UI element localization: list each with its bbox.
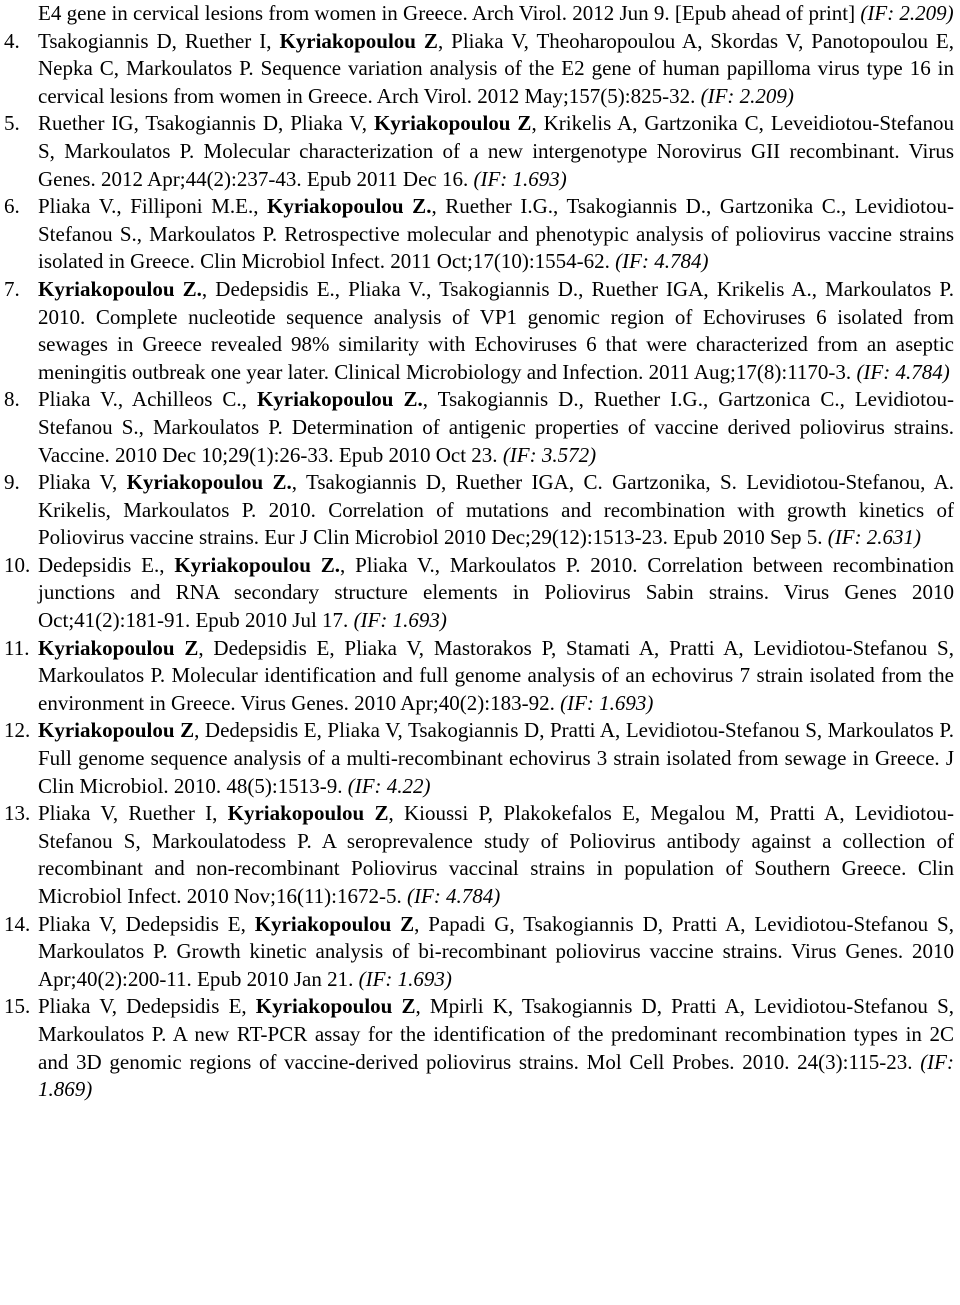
reference-item bbox=[4, 193, 954, 276]
reference-details: , Tsakogiannis D., Ruether I.G., Gartzonica C., Levidiotou-Stefanou S., Markoulatos P. Determination of antigenic properties of vaccine derived poliovirus strains. Vaccine. 2010 Dec 10;29(1):26-33. Epub 2010 Oct 23. bbox=[38, 387, 954, 467]
reference-authors-before: Pliaka V., Filliponi M.E., bbox=[38, 194, 268, 219]
reference-number: 12. bbox=[4, 718, 31, 743]
reference-details: , Dedepsidis E, Pliaka V, Tsakogiannis D, Pratti A, Levidiotou-Stefanou S, Markoulatos P. Full genome sequence analysis of a multi-recombinant echovirus 3 strain isolated from sewage in Greece. J Clin Microbiol. 2010. 48(5):1513-9. bbox=[38, 718, 954, 798]
reference-authors-before: Pliaka V., Achilleos C., bbox=[38, 387, 257, 412]
reference-number: 14. bbox=[4, 911, 31, 936]
reference-item bbox=[4, 635, 954, 718]
impact-factor: (IF: 1.693) bbox=[560, 690, 654, 715]
reference-details: , Dedepsidis E., Pliaka V., Tsakogiannis D., Ruether IGA, Krikelis A., Markoulatos P. 2010. Complete nucleotide sequence analysis of VP1 genomic region of Echoviruses 6 isolated from sewages in Greece revealed 98% similarity with Echoviruses 6 that were characterized from an aseptic meningitis outbreak one year later. Clinical Microbiology and Infection. 2011 Aug;17(8):1170-3. bbox=[38, 276, 954, 384]
reference-details: , Papadi G, Tsakogiannis D, Pratti A, Levidiotou-Stefanou S, Markoulatos P. Growth kinetic analysis of bi-recombinant poliovirus vaccine strains. Virus Genes. 2010 Apr;40(2):200-11. Epub 2010 Jan 21. bbox=[38, 911, 954, 991]
impact-factor: (IF: 1.869) bbox=[38, 1049, 954, 1102]
reference-number: 8. bbox=[4, 387, 20, 412]
impact-factor: (IF: 1.693) bbox=[473, 166, 567, 191]
highlighted-author: Kyriakopoulou Z. bbox=[256, 387, 423, 412]
impact-factor: (IF: 4.784) bbox=[856, 359, 950, 384]
reference-text: E4 gene in cervical lesions from women in Greece. Arch Virol. 2012 Jun 9. [Epub ahead of print] bbox=[38, 1, 856, 25]
reference-details: , Krikelis A, Gartzonika C, Leveidiotou-Stefanou S, Markoulatos P. Molecular characterization of a new intergenotype Norovirus GII recombinant. Virus Genes. 2012 Apr;44(2):237-43. Epub 2011 Dec 16. bbox=[38, 111, 954, 191]
reference-number: 7. bbox=[4, 276, 20, 301]
reference-details: , Dedepsidis E, Pliaka V, Mastorakos P, Stamati A, Pratti A, Levidiotou-Stefanou S, Markoulatos P. Molecular identification and full genome analysis of an echovirus 7 strain isolated from the environment in Greece. Virus Genes. 2010 Apr;40(2):183-92. bbox=[38, 635, 954, 715]
reference-authors-before: Pliaka V, Dedepsidis E, bbox=[38, 911, 255, 936]
highlighted-author: Kyriakopoulou Z. bbox=[38, 276, 202, 301]
reference-item bbox=[4, 110, 954, 193]
impact-factor: (IF: 4.22) bbox=[347, 773, 431, 798]
reference-details: , Kioussi P, Plakokefalos E, Megalou M, Pratti A, Levidiotou-Stefanou S, Markoulatodess P. A seroprevalence study of Poliovirus antibody against a collection of recombinant and non-recombinant Poliovirus vaccinal strains in population of Southern Greece. Clin Microbiol Infect. 2010 Nov;16(11):1672-5. bbox=[38, 801, 954, 908]
reference-item bbox=[4, 993, 954, 1103]
reference-authors-before: Tsakogiannis D, Ruether I, bbox=[38, 28, 280, 53]
impact-factor: (IF: 4.784) bbox=[615, 249, 709, 274]
reference-details: , Pliaka V., Markoulatos P. 2010. Correlation between recombination junctions and RNA secondary structure elements in Poliovirus Sabin strains. Virus Genes 2010 Oct;41(2):181-91. Epub 2010 Jul 17. bbox=[38, 552, 954, 633]
impact-factor: (IF: 1.693) bbox=[353, 608, 447, 633]
reference-number: 4. bbox=[4, 28, 20, 53]
highlighted-author: Kyriakopoulou Z bbox=[38, 635, 199, 660]
reference-item bbox=[4, 717, 954, 800]
highlighted-author: Kyriakopoulou Z bbox=[38, 718, 195, 743]
reference-number: 15. bbox=[4, 994, 31, 1019]
reference-details: , Mpirli K, Tsakogiannis D, Pratti A, Levidiotou-Stefanou S, Markoulatos P. A new RT-PCR assay for the identification of the predominant recombination types in 2C and 3D genomic regions of vaccine-derived poliovirus strains. Mol Cell Probes. 2010. 24(3):115-23. bbox=[38, 994, 954, 1074]
reference-authors-before: Pliaka V, Dedepsidis E, bbox=[38, 994, 256, 1019]
reference-details: , Pliaka V, Theoharopoulou A, Skordas V, Panotopoulou E, Nepka C, Markoulatos P. Sequence variation analysis of the E2 gene of human papilloma virus type 16 in cervical lesions from women in Greece. Arch Virol. 2012 May;157(5):825-32. bbox=[38, 28, 954, 108]
impact-factor: (IF: 2.631) bbox=[827, 525, 922, 550]
impact-factor: (IF: 3.572) bbox=[502, 442, 597, 467]
reference-number: 10. bbox=[4, 552, 31, 577]
impact-factor: (IF: 2.209) bbox=[700, 83, 794, 108]
reference-item bbox=[4, 911, 954, 994]
reference-item bbox=[4, 276, 954, 386]
reference-item bbox=[4, 469, 954, 552]
reference-item bbox=[4, 28, 954, 111]
reference-item bbox=[4, 800, 954, 910]
highlighted-author: Kyriakopoulou Z. bbox=[267, 194, 432, 219]
reference-number: 11. bbox=[4, 635, 30, 660]
reference-details: , Tsakogiannis D, Ruether IGA, C. Gartzonika, S. Levidiotou-Stefanou, A. Krikelis, Markoulatos P. 2010. Correlation of mutations and recombination with growth kinetics of Poliovirus vaccine strains. Eur J Clin Microbiol 2010 Dec;29(12):1513-23. Epub 2010 Sep 5. bbox=[38, 470, 954, 550]
reference-number: 6. bbox=[4, 194, 20, 219]
highlighted-author: Kyriakopoulou Z bbox=[255, 994, 416, 1019]
reference-authors-before: Pliaka V, bbox=[38, 470, 127, 495]
reference-list bbox=[4, 28, 954, 1104]
reference-item bbox=[4, 552, 954, 635]
reference-number: 13. bbox=[4, 801, 31, 826]
impact-factor: (IF: 2.209) bbox=[860, 1, 954, 25]
reference-number: 5. bbox=[4, 111, 20, 136]
highlighted-author: Kyriakopoulou Z. bbox=[126, 470, 292, 495]
highlighted-author: Kyriakopoulou Z bbox=[373, 111, 532, 136]
impact-factor: (IF: 4.784) bbox=[407, 884, 501, 908]
reference-details: , Ruether I.G., Tsakogiannis D., Gartzonika C., Levidiotou-Stefanou S., Markoulatos P. Retrospective molecular and phenotypic analysis of poliovirus vaccine strains isolated in Greece. Clin Microbiol Infect. 2011 Oct;17(10):1554-62. bbox=[38, 194, 954, 274]
reference-authors-before: Pliaka V, Ruether I, bbox=[38, 801, 228, 826]
highlighted-author: Kyriakopoulou Z bbox=[227, 801, 389, 826]
reference-authors-before: Dedepsidis E., bbox=[38, 552, 175, 577]
reference-authors-before: Ruether IG, Tsakogiannis D, Pliaka V, bbox=[38, 111, 374, 136]
highlighted-author: Kyriakopoulou Z bbox=[279, 28, 438, 53]
continued-reference bbox=[4, 0, 954, 28]
highlighted-author: Kyriakopoulou Z. bbox=[174, 552, 340, 577]
reference-number: 9. bbox=[4, 470, 20, 495]
reference-item bbox=[4, 386, 954, 469]
highlighted-author: Kyriakopoulou Z bbox=[254, 911, 415, 936]
impact-factor: (IF: 1.693) bbox=[358, 966, 452, 991]
